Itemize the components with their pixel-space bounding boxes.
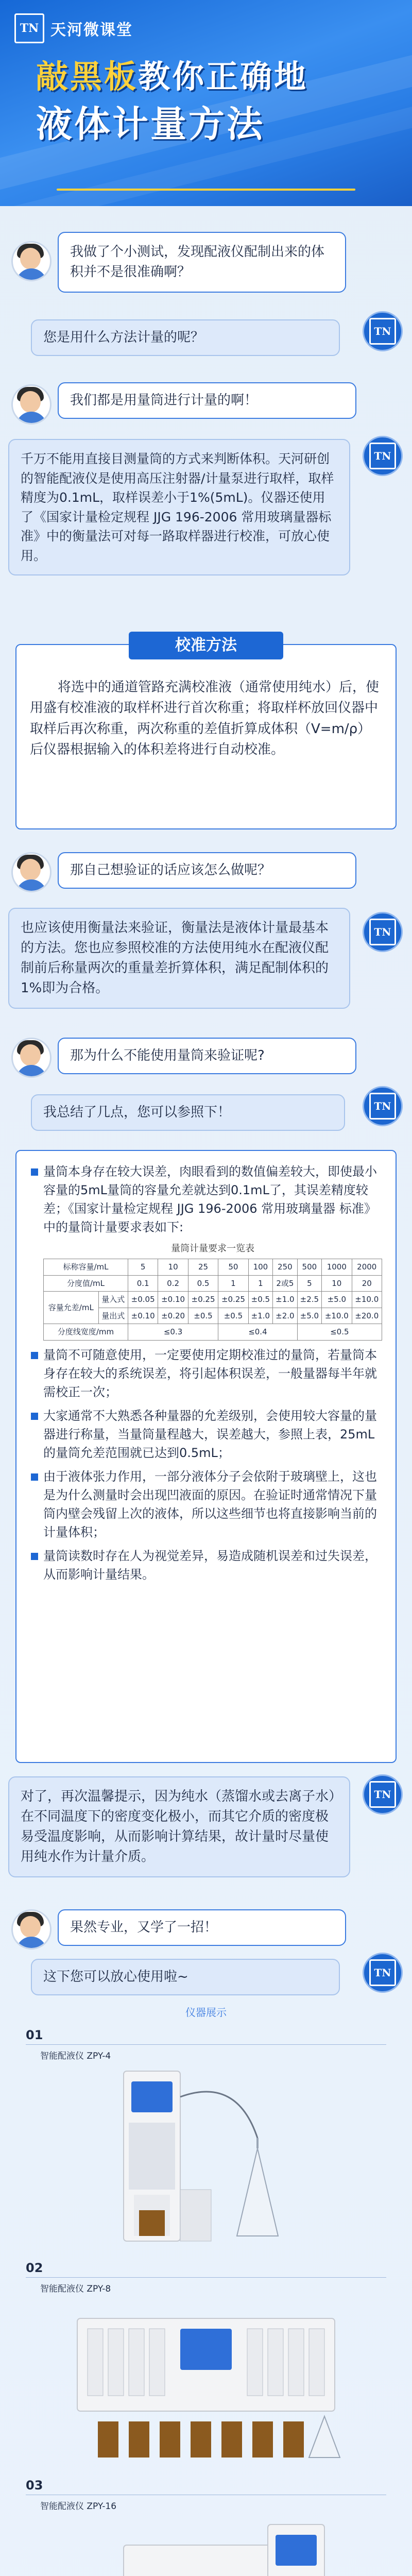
- table-cell: 5: [128, 1259, 158, 1276]
- table-cell: 25: [188, 1259, 218, 1276]
- table-cell: ±0.5: [218, 1308, 248, 1324]
- brand: [14, 13, 133, 43]
- table-cell: 2000: [352, 1259, 382, 1276]
- table-cell: ±2.0: [273, 1308, 297, 1324]
- title-line-2: 液体计量方法: [36, 103, 265, 145]
- user-avatar: [11, 1909, 52, 1950]
- table-cell: 分度线宽度/mm: [44, 1324, 128, 1341]
- table-cell: ±5.0: [322, 1292, 352, 1308]
- reasons-card: [15, 1150, 397, 1763]
- product-number: 02: [26, 2261, 43, 2275]
- table-cell: 5: [297, 1275, 321, 1292]
- chat-bubble-user: 那自己想验证的话应该怎么做呢？: [58, 852, 356, 889]
- table-cell: 量出式: [98, 1308, 128, 1324]
- table-cell: ≤0.5: [297, 1324, 382, 1341]
- table-cell: ±2.5: [297, 1292, 321, 1308]
- table-cell: ≤0.4: [218, 1324, 297, 1341]
- table-cell: 20: [352, 1275, 382, 1292]
- chat-bubble-assistant: 这下您可以放心使用啦~: [31, 1959, 340, 1995]
- table-cell: ±0.5: [188, 1308, 218, 1324]
- table-cell: ±0.20: [158, 1308, 188, 1324]
- table-cell: ±1.0: [273, 1292, 297, 1308]
- calibration-text: 将选中的通道管路充满校准液（通常使用纯水）后，使用盛有校准液的取样杯进行首次称重；将取样杯放回仪器中取样后再次称重，两次称重的差值折算成体积（V=m/ρ）后仪器根据输入的体积差将进行自动校准。: [30, 680, 380, 757]
- title-underline: [57, 189, 355, 191]
- table-cell: 1000: [322, 1259, 352, 1276]
- reason-item: 量筒本身存在较大误差，肉眼看到的数值偏差较大，即使最小容量的5mL量筒的容量允差就达到0.1mL了，其误差精度较差；《国家计量检定规程 JJG 196-2006 常用玻璃量器 标准》中的量筒计量要求表如下: 量筒计量要求一览表 标称容量/mL 5 10 25 50 100 250 500 1000 2000 分度值/mL 0.1 0.2 0.5 1 1 2或5 5 10 20 容量允差/mL 量入式 ±0.05 ±0.10 ±0.25 ±0.25 ±0.5 ±1.0 ±2.5 ±5.0 ±10.0 量出式 ±0.10 ±0.20 ±0.5 ±0.5 ±1.0 ±2.0 ±5.0 ±10.0 ±20.0 分度线宽度/mm ≤0.3 ≤0.4 ≤0.5: [30, 1162, 382, 1341]
- table-cell: ≤0.3: [128, 1324, 218, 1341]
- chat-bubble-user: 那为什么不能使用量筒来验证呢?: [58, 1038, 356, 1074]
- chat-bubble-user: 我们都是用量筒进行计量的啊！: [58, 382, 356, 419]
- product-number: 03: [26, 2478, 43, 2493]
- table-cell: 100: [248, 1259, 272, 1276]
- title-line1-rest: 教你正确地: [138, 58, 308, 95]
- table-cell: 标称容量/mL: [44, 1259, 128, 1276]
- table-cell: ±20.0: [352, 1308, 382, 1324]
- user-avatar: [11, 1038, 52, 1078]
- table-cell: ±10.0: [352, 1292, 382, 1308]
- chat-bubble-assistant: 您是用什么方法计量的呢？: [31, 319, 340, 356]
- chat-bubble-assistant: 千万不能用直接目测量筒的方式来判断体积。天河研创的智能配液仪是使用高压注射器/计量泵进行取样，取样精度为0.1mL，取样误差小于1%(5mL)。仪器还使用了《国家计量检定规程 JJG 196-2006 常用玻璃量器标准》中的衡量法可对每一路取样器进行校准，可放心使用。: [8, 439, 350, 575]
- table-cell: 1: [218, 1275, 248, 1292]
- chat-bubble-assistant: 对了，再次温馨提示，因为纯水（蒸馏水或去离子水）在不同温度下的密度变化极小，而其它介质的密度极易受温度影响，从而影响计算结果，故计量时尽量使用纯水作为计量介质。: [8, 1776, 350, 1877]
- table-cell: ±0.25: [218, 1292, 248, 1308]
- table-cell: ±0.5: [248, 1292, 272, 1308]
- table-cell: 容量允差/mL: [44, 1292, 99, 1324]
- table-cell: 10: [158, 1259, 188, 1276]
- table-cell: 500: [297, 1259, 321, 1276]
- calibration-title: 校准方法: [129, 632, 283, 659]
- header-banner: [0, 0, 412, 206]
- assistant-avatar: TN: [363, 311, 403, 351]
- table-cell: 10: [322, 1275, 352, 1292]
- table-cell: ±0.05: [128, 1292, 158, 1308]
- reason-item: 量筒不可随意使用，一定要使用定期校准过的量筒，若量筒本身存在较大的系统误差，将引起体积误差，一般量器每半年就需校正一次；: [30, 1346, 382, 1401]
- table-cell: ±1.0: [248, 1308, 272, 1324]
- assistant-avatar: TN: [363, 436, 403, 476]
- calibration-card: [15, 644, 397, 829]
- table-cell: ±0.25: [188, 1292, 218, 1308]
- product-divider: [26, 2044, 386, 2045]
- tolerance-table: [43, 1242, 382, 1341]
- table-cell: 量入式: [98, 1292, 128, 1308]
- table-cell: ±5.0: [297, 1308, 321, 1324]
- product-image-zpy4: [103, 2066, 319, 2251]
- product-divider: [26, 2277, 386, 2278]
- chat-bubble-assistant: 也应该使用衡量法来验证，衡量法是液体计量最基本的方法。您也应参照校准的方法使用纯水在配液仪配制前后称量两次的重量差折算体积，满足配制体积的1%即为合格。: [8, 908, 350, 1009]
- assistant-avatar: TN: [363, 912, 403, 952]
- reason-item: 由于液体张力作用，一部分液体分子会依附于玻璃壁上，这也是为什么测量时会出现凹液面的原因。在验证时通常情况下量筒内壁会残留上次的液体，所以这些细节也将直接影响当前的计量体积；: [30, 1467, 382, 1541]
- product-name: 智能配液仪 ZPY-4: [40, 2051, 111, 2061]
- table-caption: 量筒计量要求一览表: [171, 1243, 254, 1254]
- assistant-avatar: TN: [363, 1086, 403, 1126]
- product-image-zpy16: [41, 2514, 371, 2576]
- table-cell: ±0.10: [128, 1308, 158, 1324]
- chat-bubble-user: 我做了个小测试，发现配液仪配制出来的体积并不是很准确啊？: [58, 232, 346, 293]
- table-cell: 0.2: [158, 1275, 188, 1292]
- table-cell: ±10.0: [322, 1308, 352, 1324]
- measurement-table: [43, 1259, 382, 1341]
- chat-bubble-user: 果然专业，又学了一招！: [58, 1909, 346, 1946]
- table-cell: 1: [248, 1275, 272, 1292]
- page-title: [36, 57, 376, 180]
- user-avatar: [11, 384, 52, 425]
- table-cell: ±0.10: [158, 1292, 188, 1308]
- title-highlight: 敲黑板: [36, 58, 139, 95]
- assistant-avatar: TN: [363, 1774, 403, 1815]
- products-heading: 仪器展示: [185, 2006, 227, 2019]
- table-cell: 分度值/mL: [44, 1275, 128, 1292]
- table-cell: 2或5: [273, 1275, 297, 1292]
- title-line-1: [36, 57, 376, 97]
- table-cell: 50: [218, 1259, 248, 1276]
- reason-item: 量筒读数时存在人为视觉差异，易造成随机误差和过失误差，从而影响计量结果。: [30, 1547, 382, 1584]
- brand-name: 天河微课堂: [50, 21, 133, 39]
- reason-item: 大家通常不大熟悉各种量器的允差级别，会使用较大容量的量器进行称量，当量筒量程越大，误差越大，参照上表，25mL的量筒允差范围就已达到0.5mL；: [30, 1406, 382, 1462]
- table-cell: 250: [273, 1259, 297, 1276]
- product-image-zpy8: [52, 2298, 360, 2468]
- user-avatar: [11, 852, 52, 892]
- table-cell: 0.5: [188, 1275, 218, 1292]
- brand-logo: TN: [14, 13, 44, 43]
- assistant-avatar: TN: [363, 1953, 403, 1993]
- product-name: 智能配液仪 ZPY-16: [40, 2501, 117, 2512]
- chat-bubble-assistant: 我总结了几点，您可以参照下！: [31, 1094, 345, 1131]
- user-avatar: [11, 241, 52, 281]
- product-name: 智能配液仪 ZPY-8: [40, 2284, 111, 2294]
- product-number: 01: [26, 2028, 43, 2042]
- table-cell: 0.1: [128, 1275, 158, 1292]
